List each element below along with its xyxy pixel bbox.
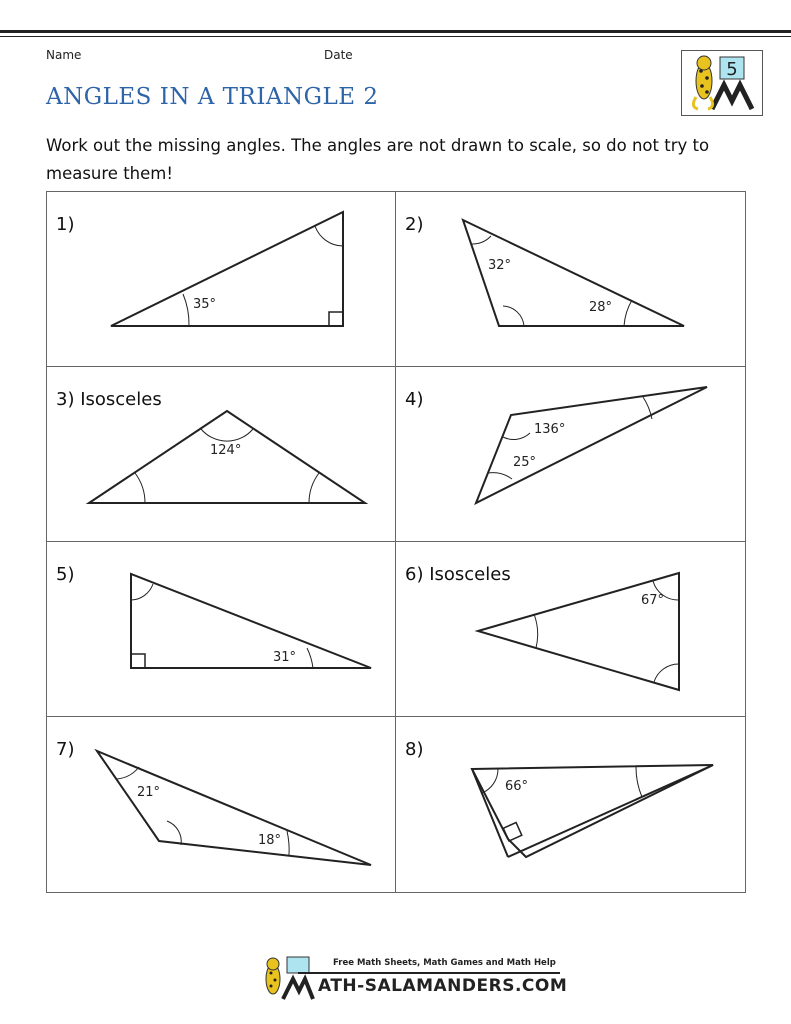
question-label: 6) Isosceles	[405, 564, 511, 585]
angle-label: 136°	[534, 422, 566, 437]
question-label: 5)	[56, 564, 75, 585]
question-label: 3) Isosceles	[56, 389, 162, 410]
triangle-2	[396, 192, 744, 366]
question-label: 8)	[405, 739, 424, 760]
triangle-4	[396, 367, 744, 541]
question-6	[396, 542, 744, 716]
question-1	[47, 192, 395, 366]
question-label: 4)	[405, 389, 424, 410]
question-3	[47, 367, 395, 541]
angle-label: 28°	[589, 300, 613, 315]
question-label: 1)	[56, 214, 75, 235]
top-rule-thin	[0, 36, 791, 37]
footer-tagline: Free Math Sheets, Math Games and Math Help	[333, 958, 556, 968]
grade-badge: 5	[726, 59, 738, 80]
angle-label: 66°	[505, 779, 529, 794]
question-label: 2)	[405, 214, 424, 235]
problems-grid	[46, 191, 746, 893]
salamander-logo-icon	[681, 50, 763, 116]
footer-brand: ATH-SALAMANDERS.COM	[318, 976, 568, 996]
instructions-text: Work out the missing angles. The angles are not drawn to scale, so do not try to measure them!	[46, 136, 710, 183]
name-label: Name	[46, 48, 82, 62]
triangle-5	[47, 542, 395, 716]
footer-rule	[298, 972, 560, 974]
angle-label: 124°	[210, 443, 242, 458]
top-rule-thick	[0, 30, 791, 33]
angle-label: 35°	[193, 297, 217, 312]
question-2	[396, 192, 744, 366]
salamander-logo-icon	[259, 955, 315, 1001]
angle-label: 18°	[258, 833, 282, 848]
page-title: ANGLES IN A TRIANGLE 2	[46, 84, 379, 110]
triangle-1	[47, 192, 395, 366]
question-7	[47, 717, 395, 891]
triangle-7	[47, 717, 395, 891]
question-8	[396, 717, 744, 891]
date-label: Date	[324, 48, 353, 62]
triangle-6	[396, 542, 744, 716]
angle-label: 31°	[273, 650, 297, 665]
angle-label: 25°	[513, 455, 537, 470]
angle-label: 32°	[488, 258, 512, 273]
question-label: 7)	[56, 739, 75, 760]
question-4	[396, 367, 744, 541]
triangle-3	[47, 367, 395, 541]
triangle-8	[396, 717, 744, 891]
question-5	[47, 542, 395, 716]
angle-label: 21°	[137, 785, 161, 800]
angle-label: 67°	[641, 593, 665, 608]
